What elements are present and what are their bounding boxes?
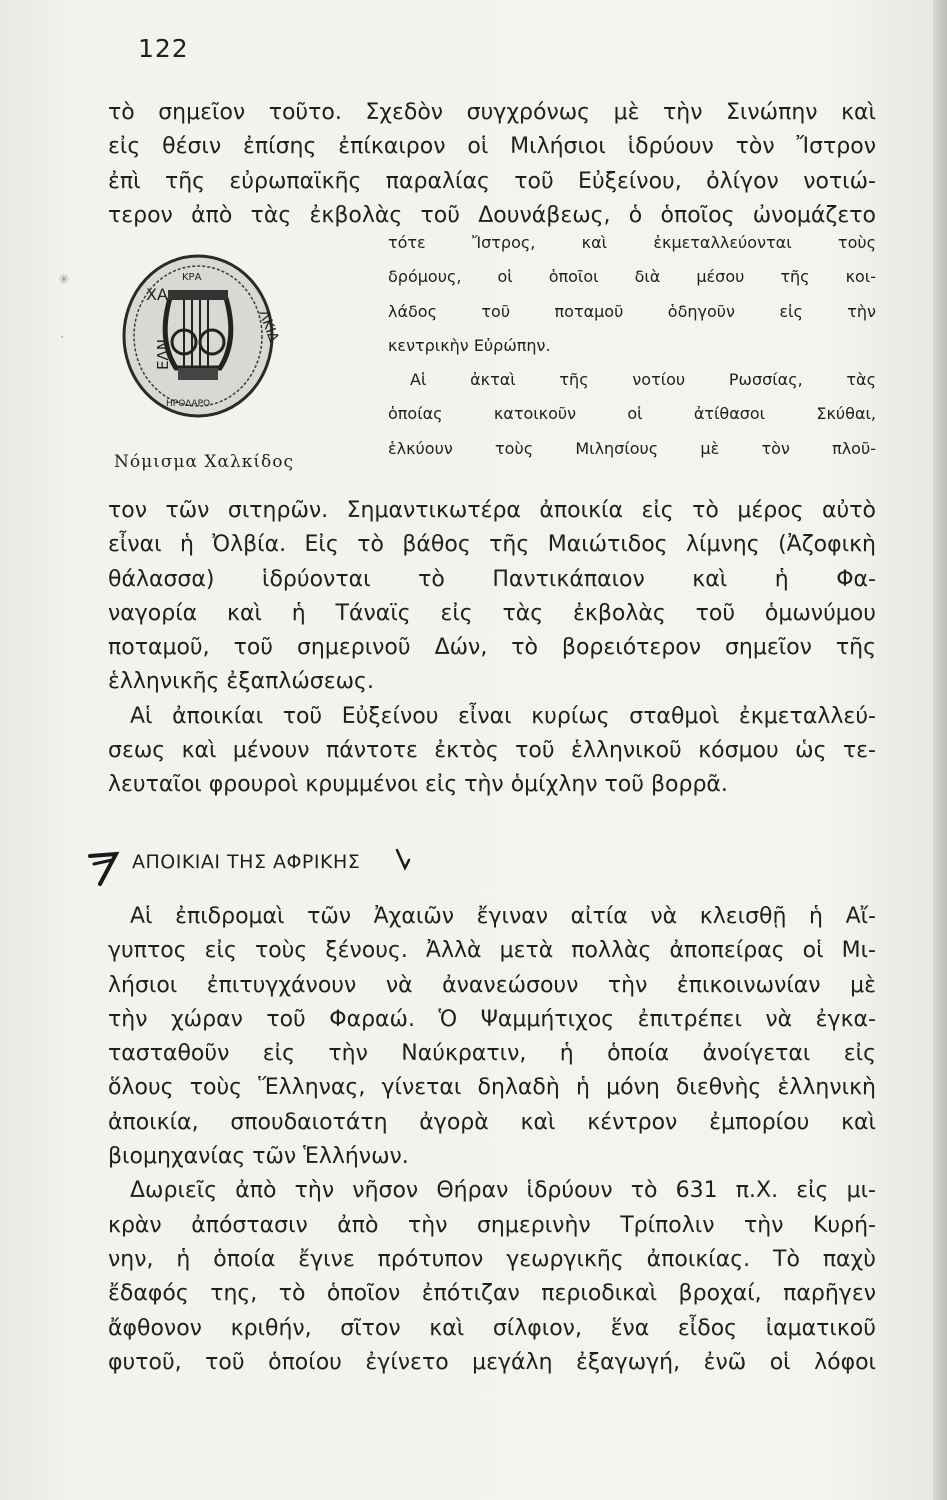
text-line: σεως καὶ μένουν πάντοτε ἐκτὸς τοῦ ἑλληνικοῦ κόσμου ὡς τε-	[108, 738, 876, 764]
text-line: τασταθοῦν εἰς τὴν Ναύκρατιν, ἡ ὁποία ἀνοίγεται εἰς	[108, 1041, 876, 1067]
text-line: κρὰν ἀπόστασιν ἀπὸ τὴν σημερινὴν Τρίπολιν τὴν Κυρή-	[108, 1212, 876, 1238]
text-line: Αἱ ἀκταὶ τῆς νοτίου Ρωσσίας, τὰς	[410, 370, 876, 390]
coin-caption: Νόμισμα Χαλκίδος	[114, 452, 294, 472]
text-line: κεντρικὴν Εὐρώπην.	[388, 335, 551, 355]
text-line: λάδος τοῦ ποταμοῦ ὁδηγοῦν εἰς τὴν	[388, 301, 876, 321]
page-edge-shadow	[933, 0, 947, 1500]
text-line: ὁποίας κατοικοῦν οἱ ἀτίθασοι Σκύθαι,	[388, 404, 876, 424]
text-line: ἄφθονον κριθήν, σῖτον καὶ σίλφιον, ἕνα εἶδος ἰαματικοῦ	[108, 1315, 876, 1341]
text-line: εἰς θέσιν ἐπίσης ἐπίκαιρον οἱ Μιλήσιοι ἱδρύουν τὸν Ἴστρον	[108, 134, 876, 160]
text-line: φυτοῦ, τοῦ ὁποίου ἐγίνετο μεγάλη ἐξαγωγή, ἐνῶ οἱ λόφοι	[108, 1349, 876, 1375]
handwritten-seven-mark	[86, 846, 126, 886]
text-line: τότε Ἴστρος, καὶ ἐκμεταλλεύονται τοὺς	[388, 233, 876, 252]
text-line: γυπτος εἰς τοὺς ξένους. Ἀλλὰ μετὰ πολλὰς ἀποπείρας οἱ Μι-	[108, 938, 876, 964]
text-line: ποταμοῦ, τοῦ σημερινοῦ Δών, τὸ βορειότερον σημεῖον τῆς	[108, 635, 876, 661]
text-line: ὅλους τοὺς Ἕλληνας, γίνεται δηλαδὴ ἡ μόνη διεθνὴς ἑλληνικὴ	[108, 1075, 876, 1101]
paragraph-bottom	[108, 900, 876, 1380]
text-line: τερον ἀπὸ τὰς ἐκβολὰς τοῦ Δουνάβεως, ὁ ὁποῖος ὠνομάζετο	[108, 202, 876, 228]
text-line: λήσιοι ἐπιτυγχάνουν νὰ ἀνανεώσουν τὴν ἐπικοινωνίαν μὲ	[108, 972, 876, 998]
coin-text-left: ΧΑ	[146, 285, 168, 304]
text-line: λευταῖοι φρουροὶ κρυμμένοι εἰς τὴν ὁμίχλην τοῦ βορρᾶ.	[108, 772, 728, 798]
text-line: ναγορία καὶ ἡ Τάναϊς εἰς τὰς ἐκβολὰς τοῦ ὁμωνύμου	[108, 600, 876, 626]
handwritten-check-mark	[395, 846, 417, 872]
chalcis-coin-image	[118, 250, 282, 420]
paragraph-top	[108, 96, 876, 233]
coin-text-top: ΚΡΑ	[182, 272, 202, 283]
text-line: τὸ σημεῖον τοῦτο. Σχεδὸν συγχρόνως μὲ τὴν Σινώπην καὶ	[108, 100, 876, 125]
page-number: 122	[138, 34, 189, 63]
text-line: θάλασσα) ἱδρύονται τὸ Παντικάπαιον καὶ ἡ Φα-	[108, 566, 876, 592]
scan-speck: ✳	[58, 272, 70, 288]
paragraph-wrap	[388, 233, 876, 473]
coin-text-side-left: ΕΛΝ	[154, 339, 172, 370]
text-line: τον τῶν σιτηρῶν. Σημαντικωτέρα ἀποικία εἰς τὸ μέρος αὐτὸ	[108, 498, 876, 523]
text-line: βιομηχανίας τῶν Ἑλλήνων.	[108, 1144, 409, 1170]
section-heading: ΑΠΟΙΚΙΑΙ ΤΗΣ ΑΦΡΙΚΗΣ	[132, 851, 361, 873]
text-line: Αἱ ἐπιδρομαὶ τῶν Ἀχαιῶν ἔγιναν αἰτία νὰ κλεισθῇ ἡ Αἴ-	[130, 904, 876, 929]
text-line: νην, ἡ ὁποία ἔγινε πρότυπον γεωργικῆς ἀποικίας. Τὸ παχὺ	[108, 1246, 876, 1272]
text-line: ἑλκύουν τοὺς Μιλησίους μὲ τὸν πλοῦ-	[388, 438, 876, 458]
coin-text-bottom: ΗΡΟΔΑΡΟ	[166, 399, 211, 409]
text-line: Αἱ ἀποικίαι τοῦ Εὐξείνου εἶναι κυρίως σταθμοὶ ἐκμεταλλεύ-	[130, 703, 876, 729]
text-line: Δωριεῖς ἀπὸ τὴν νῆσον Θήραν ἱδρύουν τὸ 631 π.Χ. εἰς μι-	[130, 1178, 876, 1204]
scan-speck: ·	[60, 330, 65, 346]
text-line: ἔδαφός της, τὸ ὁποῖον ἐπότιζαν περιοδικαὶ βροχαί, παρῆγεν	[108, 1281, 876, 1307]
text-line: ἑλληνικῆς ἐξαπλώσεως.	[108, 669, 374, 695]
paragraph-middle	[108, 494, 876, 803]
text-line: δρόμους, οἱ ὁποῖοι διὰ μέσου τῆς κοι-	[388, 267, 876, 287]
coin-text-right: ΛΚΙΔ	[255, 308, 282, 345]
text-line: τὴν χώραν τοῦ Φαραώ. Ὁ Ψαμμήτιχος ἐπιτρέπει νὰ ἐγκα-	[108, 1006, 876, 1032]
text-line: εἶναι ἡ Ὀλβία. Εἰς τὸ βάθος τῆς Μαιώτιδος λίμνης (Ἀζοφικὴ	[108, 532, 876, 558]
text-line: ἐπὶ τῆς εὐρωπαϊκῆς παραλίας τοῦ Εὐξείνου, ὀλίγον νοτιώ-	[108, 168, 876, 194]
text-line: ἀποικία, σπουδαιοτάτη ἀγορὰ καὶ κέντρον ἐμπορίου καὶ	[108, 1109, 876, 1135]
